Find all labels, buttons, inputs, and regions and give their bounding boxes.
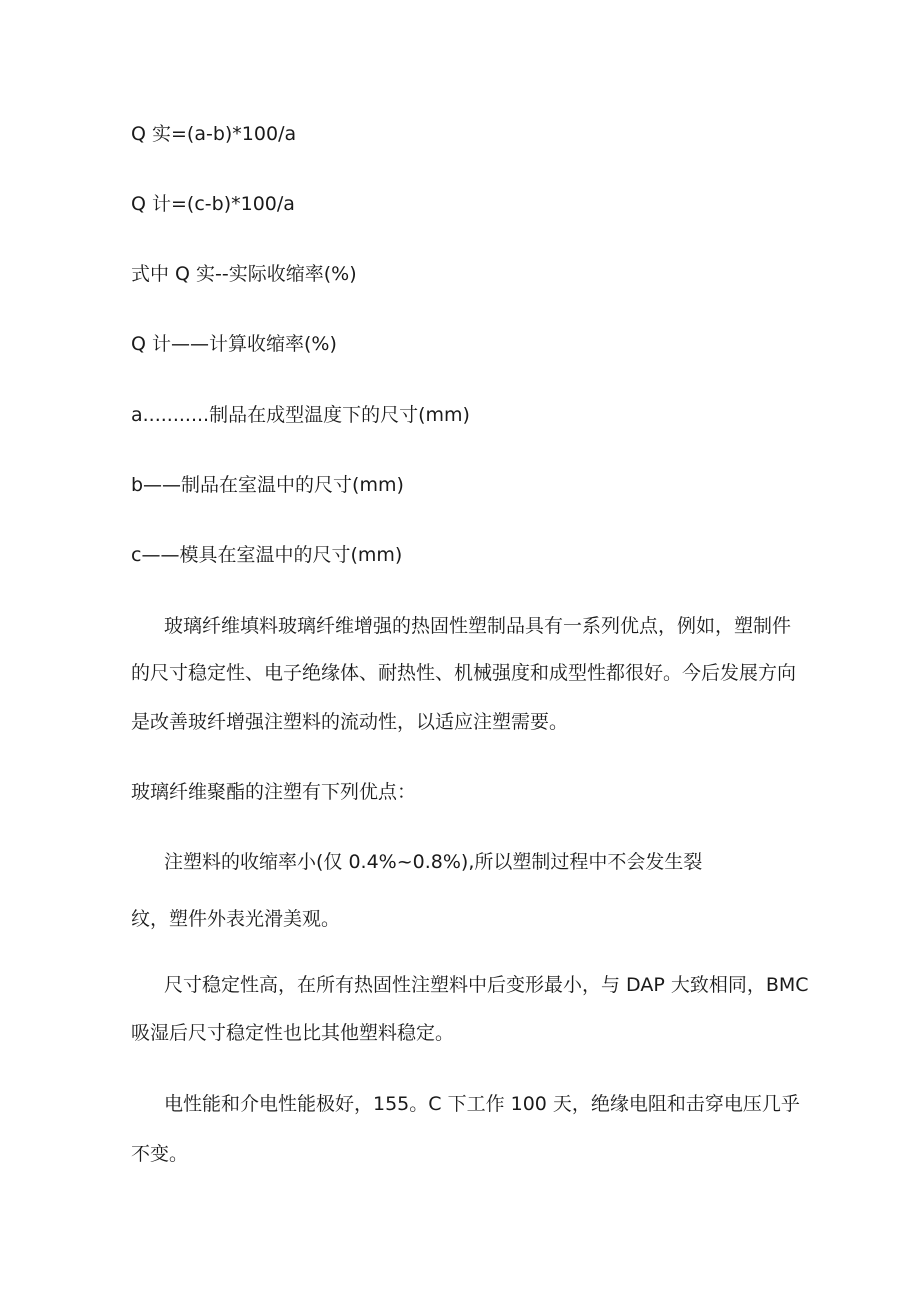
paragraph-line: 尺寸稳定性高，在所有热固性注塑料中后变形最小，与 DAP 大致相同，BMC — [164, 974, 809, 996]
definition-q-calc: Q 计——计算收缩率(%) — [131, 333, 337, 355]
formula-q-calc: Q 计=(c-b)*100∕a — [131, 193, 295, 215]
paragraph-line: 不变。 — [131, 1143, 189, 1165]
definition-c: c——模具在室温中的尺寸(mm) — [131, 544, 403, 566]
paragraph-line: 的尺寸稳定性、电子绝缘体、耐热性、机械强度和成型性都很好。今后发展方向 — [131, 662, 797, 684]
section-heading: 玻璃纤维聚酯的注塑有下列优点： — [131, 781, 417, 803]
paragraph-line: 注塑料的收缩率小(仅 0.4%~0.8%),所以塑制过程中不会发生裂 — [164, 851, 703, 873]
paragraph-line: 吸湿后尺寸稳定性也比其他塑料稳定。 — [131, 1022, 455, 1044]
paragraph-line: 电性能和介电性能极好，155。C 下工作 100 天，绝缘电阻和击穿电压几乎 — [164, 1093, 800, 1115]
paragraph-line: 是改善玻纤增强注塑料的流动性，以适应注塑需要。 — [131, 711, 569, 733]
formula-q-actual: Q 实=(a-b)*100∕a — [131, 123, 297, 145]
paragraph-line: 玻璃纤维填料玻璃纤维增强的热固性塑制品具有一系列优点，例如，塑制件 — [164, 615, 792, 637]
definition-a: a...........制品在成型温度下的尺寸(mm) — [131, 404, 470, 426]
paragraph-line: 纹，塑件外表光滑美观。 — [131, 908, 341, 930]
definition-b: b——制品在室温中的尺寸(mm) — [131, 474, 404, 496]
definition-q-actual: 式中 Q 实--实际收缩率(%) — [131, 263, 357, 285]
